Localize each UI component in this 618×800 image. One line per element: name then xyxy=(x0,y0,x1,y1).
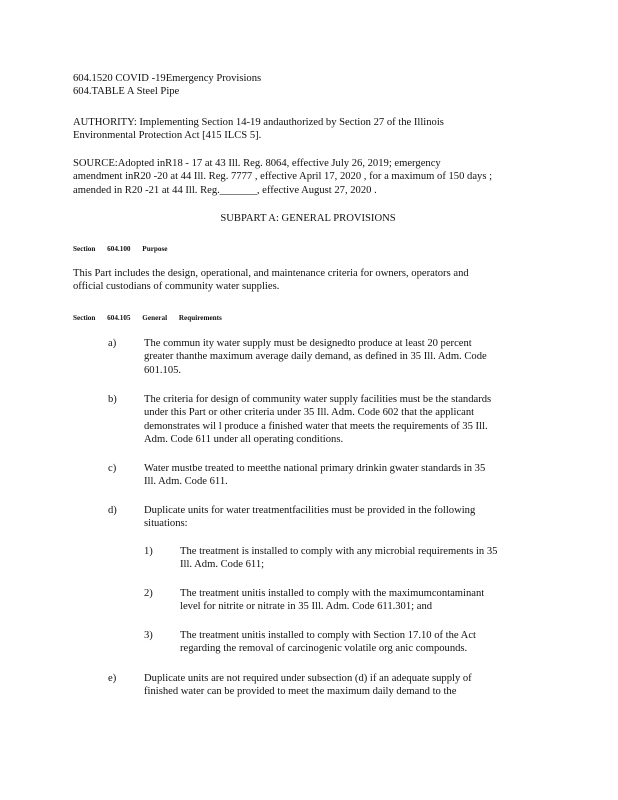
header-line-table: 604.TABLE A Steel Pipe xyxy=(73,86,180,98)
sub-item-text xyxy=(180,629,545,656)
sub-item-line: regarding the removal of carcinogenic volatile org anic compounds. xyxy=(180,643,468,655)
sub-item-line: The treatment is installed to comply with any microbial requirements in 35 xyxy=(180,546,498,557)
list-item-line: situations: xyxy=(144,518,188,530)
list-item-line: demonstrates wil l produce a finished water that meets the requirements of 35 Ill. xyxy=(144,420,488,432)
sub-item-label: 1) xyxy=(144,546,153,557)
sub-item-line: level for nitrite or nitrate in 35 Ill. Adm. Code 611.301; and xyxy=(180,601,433,613)
list-item-line: The commun ity water supply must be designedto produce at least 20 percent xyxy=(144,338,472,349)
list-item-line: The criteria for design of community water supply facilities must be the standards xyxy=(144,394,492,405)
list-item-text xyxy=(144,504,544,531)
list-item-line: Duplicate units for water treatmentfacilities must be provided in the following xyxy=(144,505,476,516)
sub-item-text xyxy=(180,545,545,572)
list-item-line: under this Part or other criteria under 35 Ill. Adm. Code 602 that the applicant xyxy=(144,407,475,419)
sub-item-label: 3) xyxy=(144,630,153,641)
list-item-label: d) xyxy=(108,505,117,516)
list-item-line: Ill. Adm. Code 611. xyxy=(144,476,228,488)
list-item-line: greater thanthe maximum average daily demand, as defined in 35 Ill. Adm. Code xyxy=(144,351,487,363)
authority-line-1: AUTHORITY: Implementing Section 14-19 andauthorized by Section 27 of the Illinois xyxy=(73,117,444,128)
subpart-title-text: SUBPART A: GENERAL PROVISIONS xyxy=(220,213,396,224)
sub-item-line: The treatment unitis installed to comply with the maximumcontaminant xyxy=(180,588,485,599)
sub-item-text xyxy=(180,587,545,614)
section-105-heading-text: Section 604.105 General Requirements xyxy=(73,314,222,322)
source-note xyxy=(73,157,543,197)
list-item-line: finished water can be provided to meet the maximum daily demand to the xyxy=(144,686,457,698)
list-item-label: a) xyxy=(108,338,117,349)
authority-note xyxy=(73,116,543,143)
section-100-heading-text: Section 604.100 Purpose xyxy=(73,245,168,253)
authority-line-2: Environmental Protection Act [415 ILCS 5]. xyxy=(73,130,262,142)
list-item-line: Adm. Code 611 under all operating conditions. xyxy=(144,434,344,446)
list-item-text xyxy=(144,462,544,489)
list-item-line: Water mustbe treated to meetthe national primary drinkin gwater standards in 35 xyxy=(144,463,486,474)
list-item-text xyxy=(144,337,544,377)
list-item-text xyxy=(144,393,544,447)
list-item-label: b) xyxy=(108,394,117,405)
sub-item-line: Ill. Adm. Code 611; xyxy=(180,559,265,571)
list-item-label: c) xyxy=(108,463,117,474)
source-line-3: amended in R20 -21 at 44 Ill. Reg._______, effective August 27, 2020 . xyxy=(73,184,377,196)
source-line-2: amendment inR20 -20 at 44 Ill. Reg. 7777 , effective April 17, 2020 , for a maximum of 150 days ; xyxy=(73,171,493,183)
sub-item-line: The treatment unitis installed to comply with Section 17.10 of the Act xyxy=(180,630,476,641)
section-100-body-line-2: official custodians of community water supplies. xyxy=(73,281,280,293)
subpart-title xyxy=(73,212,543,225)
section-100-heading xyxy=(73,243,543,256)
list-item-label: e) xyxy=(108,673,117,684)
sub-item-label: 2) xyxy=(144,588,153,599)
section-100-body-line-1: This Part includes the design, operational, and maintenance criteria for owners, operators and xyxy=(73,268,469,279)
list-item-text xyxy=(144,672,544,699)
source-line-1: SOURCE:Adopted inR18 - 17 at 43 Ill. Reg. 8064, effective July 26, 2019; emergency xyxy=(73,158,441,169)
list-item-line: 601.105. xyxy=(144,364,182,376)
header-line-section: 604.1520 COVID -19Emergency Provisions xyxy=(73,73,262,84)
section-100-body xyxy=(73,267,543,294)
list-item-line: Duplicate units are not required under subsection (d) if an adequate supply of xyxy=(144,673,472,684)
document-header xyxy=(73,72,543,99)
section-105-heading xyxy=(73,312,543,325)
